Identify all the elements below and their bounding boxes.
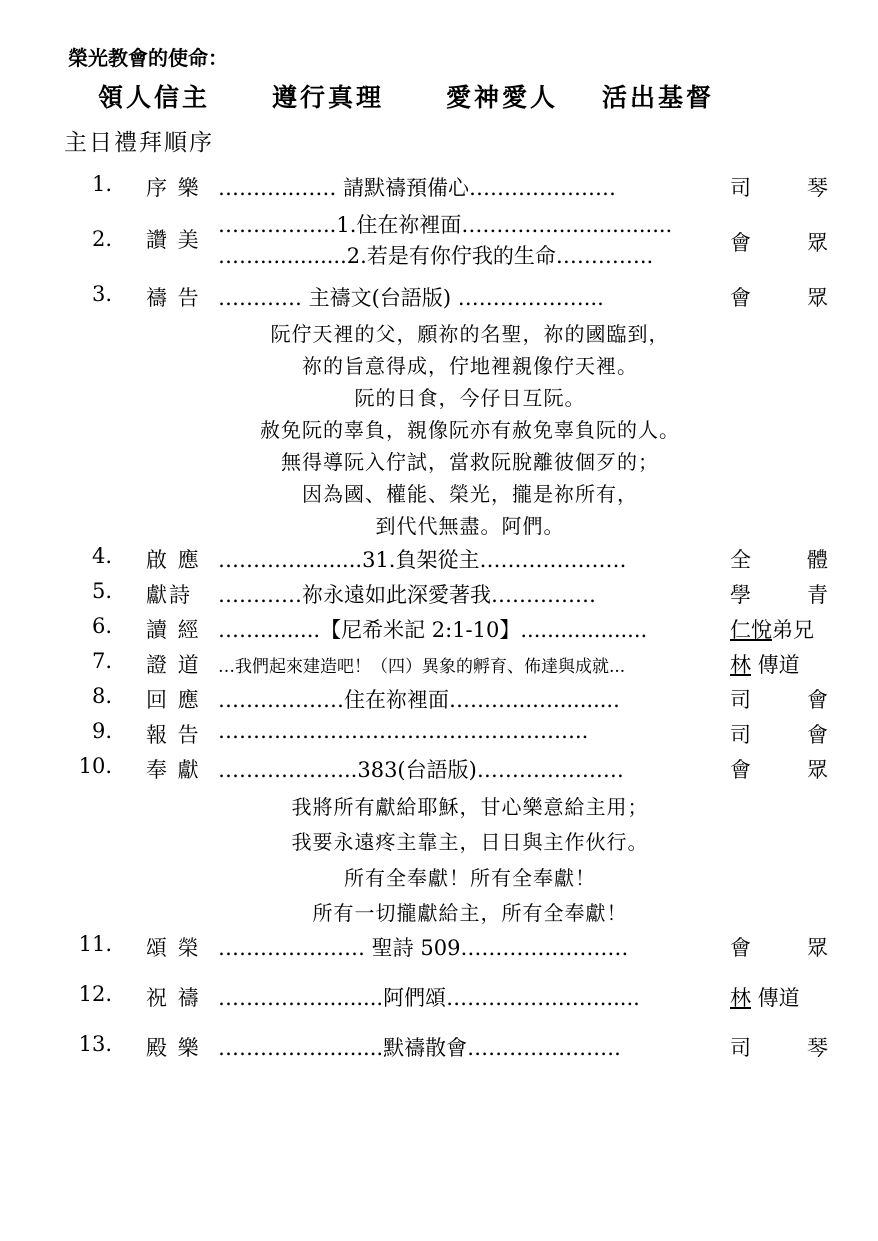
item-name: 頌 榮 [146, 936, 201, 960]
hymn-line: 我將所有獻給耶穌，甘心樂意給主用； [291, 795, 649, 819]
item-number: 11. [78, 932, 112, 956]
item-content: …………….........阿們頌…………….……...... [218, 986, 640, 1010]
item-leader: 司 琴 [730, 176, 828, 200]
item-number: 5. [91, 579, 112, 603]
hymn-line: 我要永遠疼主靠主，日日與主作伙行。 [291, 830, 649, 854]
item-name: 啟 應 [146, 548, 201, 572]
item-leader: 司 琴 [730, 1036, 828, 1060]
order-row [0, 282, 878, 316]
item-name: 祝 禱 [146, 986, 201, 1010]
item-number: 1. [91, 172, 112, 196]
leader-name: 仁悅 [730, 618, 772, 642]
item-number: 12. [78, 982, 112, 1006]
item-name: 奉 獻 [146, 758, 201, 782]
mission-item: 愛神愛人 [446, 83, 559, 112]
prayer-line: 阮佇天裡的父，願祢的名聖，祢的國臨到， [270, 322, 670, 346]
mission-statement [98, 78, 714, 114]
item-name: 回 應 [146, 688, 201, 712]
item-number: 8. [91, 684, 112, 708]
order-row [0, 1032, 878, 1066]
item-name: 殿 樂 [146, 1036, 201, 1060]
item-leader: 會 眾 [730, 231, 828, 255]
item-name: 報 告 [146, 723, 201, 747]
item-number: 2. [91, 227, 112, 251]
item-leader: 學 青 [730, 583, 828, 607]
item-name: 讚 美 [146, 228, 201, 252]
item-content: ………… 主禱文(台語版) ………………... [218, 286, 604, 310]
order-row [0, 719, 878, 753]
item-leader [730, 982, 828, 1012]
leader-title: 傳道 [751, 653, 800, 677]
item-number: 13. [78, 1032, 112, 1056]
item-number: 7. [91, 649, 112, 673]
order-row [0, 172, 878, 206]
item-content: …….........【尼希米記 2:1-10】................... [218, 618, 648, 642]
item-content: …………祢永遠如此深愛著我…………… [218, 583, 596, 607]
item-content: ………………..383(台語版)………………… [218, 758, 624, 782]
item-number: 6. [91, 614, 112, 638]
item-content: ………………… 聖詩 509…………………… [218, 936, 629, 960]
order-of-worship-title: 主日禮拜順序 [64, 130, 214, 156]
item-content-line: …….............2.若是有你佇我的生命………….. [218, 244, 654, 268]
mission-item: 遵行真理 [272, 83, 385, 112]
mission-item: 活出基督 [602, 83, 715, 112]
item-name: 序 樂 [146, 176, 201, 200]
item-name: 獻詩 [146, 583, 192, 607]
item-content: ………………住在祢裡面………...….......... [218, 688, 620, 712]
item-number: 9. [91, 719, 112, 743]
prayer-line: 到代代無盡。阿們。 [375, 514, 565, 538]
item-content: ………..…… 請默禱預備心………………… [218, 176, 617, 200]
mission-item: 領人信主 [98, 83, 211, 112]
prayer-line: 祢的旨意得成，佇地裡親像佇天裡。 [302, 354, 638, 378]
item-number: 3. [91, 282, 112, 306]
item-leader: 會 眾 [730, 286, 828, 310]
item-leader: 司 會 [730, 723, 828, 747]
leader-title: 傳道 [751, 986, 800, 1010]
order-row [0, 614, 878, 648]
item-content-line: ……………..1.住在祢裡面…………................... [218, 213, 673, 237]
order-row [0, 544, 878, 578]
item-leader: 司 會 [730, 688, 828, 712]
item-content: ………….........31.負架從主………………… [218, 548, 627, 572]
item-name: 禱 告 [146, 286, 201, 310]
order-row [0, 579, 878, 613]
prayer-line: 阮的日食，今仔日互阮。 [354, 386, 586, 410]
order-row [0, 754, 878, 788]
order-row [0, 649, 878, 683]
item-number: 10. [78, 754, 112, 778]
leader-title: 弟兄 [772, 618, 814, 642]
item-leader: 全 體 [730, 548, 828, 572]
hymn-line: 所有一切攏獻給主，所有全奉獻！ [312, 901, 628, 925]
order-row [0, 210, 878, 274]
order-row [0, 932, 878, 966]
prayer-line: 赦免阮的辜負，親像阮亦有赦免辜負阮的人。 [260, 418, 680, 442]
mission-title: 榮光教會的使命： [68, 46, 228, 70]
item-number: 4. [91, 544, 112, 568]
item-content: …………………………………………….. [218, 719, 589, 743]
item-name: 證 道 [146, 653, 201, 677]
item-leader [730, 614, 828, 644]
order-row [0, 982, 878, 1016]
leader-name: 林 [730, 653, 751, 677]
item-content: …………….........默禱散會…………………. [218, 1036, 621, 1060]
leader-name: 林 [730, 986, 751, 1010]
item-leader: 會 眾 [730, 936, 828, 960]
item-name: 讀 經 [146, 618, 201, 642]
hymn-line: 所有全奉獻！所有全奉獻！ [344, 866, 596, 890]
item-leader [730, 649, 828, 679]
item-leader: 會 眾 [730, 758, 828, 782]
item-content: …我們起來建造吧！（四）異象的孵育、佈達與成就... [218, 657, 626, 677]
order-row [0, 684, 878, 718]
prayer-line: 無得導阮入佇試，當救阮脫離彼個歹的； [281, 450, 659, 474]
item-content [218, 210, 718, 272]
prayer-line: 因為國、權能、榮光，攏是祢所有， [302, 482, 638, 506]
